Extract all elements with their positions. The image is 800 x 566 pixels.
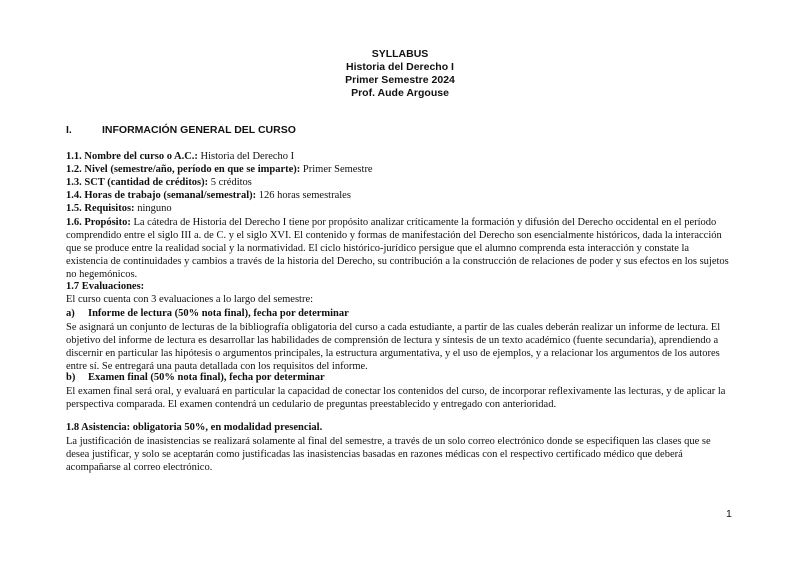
eval-a-heading	[66, 308, 349, 319]
eval-b-text: El examen final será oral, y evaluará en particular la capacidad de conectar los contenidos del curso, de incorporar reflexivamente las lecturas, y de aplicar la perspectiva comparada. El examen contendrá un cedulario de preguntas preestablecido y entregado con anterioridad.	[66, 386, 726, 410]
syllabus-title: SYLLABUS	[371, 48, 429, 60]
item-1-7-label-line	[66, 281, 144, 292]
attendance-title: 1.8 Asistencia: obligatoria 50%, en modalidad presencial.	[66, 422, 323, 433]
page-number: 1	[726, 508, 732, 520]
item-1-2-label: 1.2. Nivel (semestre/año, período en que se imparte):	[66, 164, 301, 175]
section-title: INFORMACIÓN GENERAL DEL CURSO	[102, 124, 296, 136]
item-1-3	[66, 177, 252, 188]
course-title: Historia del Derecho I	[346, 61, 454, 73]
eval-b-letter: b)	[66, 372, 76, 383]
item-1-5-value: ninguno	[134, 203, 172, 214]
item-1-6-label: 1.6. Propósito:	[66, 217, 131, 228]
professor-name: Prof. Aude Argouse	[351, 87, 449, 99]
item-1-2	[66, 164, 373, 175]
eval-b-heading	[66, 372, 325, 383]
item-1-6	[66, 216, 730, 281]
item-1-4	[66, 190, 351, 201]
item-1-2-value: Primer Semestre	[300, 164, 373, 175]
semester-title: Primer Semestre 2024	[345, 74, 455, 86]
attendance-text: La justificación de inasistencias se realizará solamente al final del semestre, a través de un solo correo electrónico donde se especifiquen las clases que se desea justificar, y solo se aceptarán como justificadas las inasistencias basadas en razones médicas con el respectivo certificado médico que deberá acompañarse al correo electrónico.	[66, 436, 711, 473]
item-1-1	[66, 151, 294, 162]
eval-a-title: Informe de lectura (50% nota final), fecha por determinar	[88, 308, 349, 319]
item-1-3-value: 5 créditos	[208, 177, 252, 188]
eval-b-title: Examen final (50% nota final), fecha por determinar	[88, 372, 325, 383]
item-1-7-label: 1.7 Evaluaciones:	[66, 281, 145, 292]
eval-a-text: Se asignará un conjunto de lecturas de la bibliografía obligatoria del curso a cada estudiante, a partir de las cuales deberán realizar un informe de lectura. El objetivo del informe de lectura es desarrollar las habilidades de comprensión de lectura y síntesis de un texto académico (fuente secundaria), aprendiendo a discernir en particular las hipótesis o argumentos principales, la estructura argumentativa, y el uso de ejemplos, y a relacionar los argumentos de los autores entre sí. Se entregará una pauta detallada con los requisitos del informe.	[66, 322, 721, 372]
section-heading	[66, 124, 296, 136]
item-1-3-label: 1.3. SCT (cantidad de créditos):	[66, 177, 209, 188]
item-1-4-value: 126 horas semestrales	[256, 190, 351, 201]
section-number: I.	[66, 124, 72, 136]
item-1-1-label: 1.1. Nombre del curso o A.C.:	[66, 151, 198, 162]
item-1-4-label: 1.4. Horas de trabajo (semanal/semestral):	[66, 190, 257, 201]
item-1-1-value: Historia del Derecho I	[197, 151, 295, 162]
item-1-7-value: El curso cuenta con 3 evaluaciones a lo largo del semestre:	[66, 294, 314, 305]
item-1-5-label: 1.5. Requisitos:	[66, 203, 135, 214]
eval-a-letter: a)	[66, 308, 75, 319]
item-1-5	[66, 203, 172, 214]
item-1-6-value: La cátedra de Historia del Derecho I tiene por propósito analizar críticamente la formación y difusión del Derecho occidental en el período comprendido entre el siglo III a. de C. y el siglo XVI. El contenido y formas de manifestación del Derecho son esencialmente históricos, dada la interacción que se produce entre la realidad social y la normatividad. El ciclo histórico-jurídico persigue que el alumno comprenda esta interacción y constate la existencia de continuidades y cambios a través de la historia del Derecho, su contribución a la construcción de relaciones de poder y sus efectos en los sujetos no hegemónicos.	[66, 217, 729, 280]
